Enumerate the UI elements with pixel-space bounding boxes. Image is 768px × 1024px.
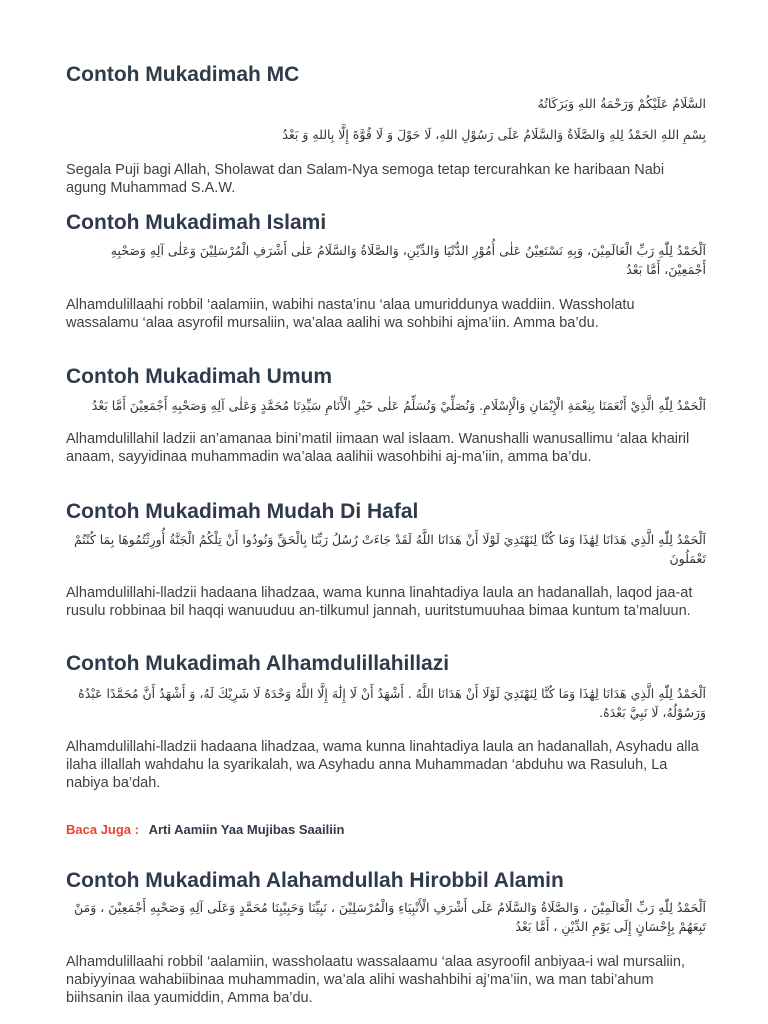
arabic-text-islami: اَلْحَمْدُ لِلّٰهِ رَبِّ الْعَالَمِيْنَ، وَبِهِ نَسْتَعِيْنُ عَلٰى أُمُوْرِ الدُّنْيَا وَالدِّيْنِ، وَالصَّلَاةُ وَالسَّلَامُ عَلٰى أَشْرَفِ الْمُرْسَلِيْنَ وَعَلٰى آلِهِ وَصَحْبِهِ أَجْمَعِيْنَ، أَمَّا بَعْدُ (110, 243, 706, 277)
section-title-alahamdullah-hirobbil-alamin: Contoh Mukadimah Alahamdullah Hirobbil Alamin (66, 869, 564, 892)
arabic-text-alahamdullah-hirobbil-alamin: اَلْحَمْدُ لِلّٰهِ رَبِّ الْعَالَمِيْنَ ، وَالصَّلَاةُ وَالسَّلَامُ عَلَى أَشْرَفِ الْأَنْبِيَاءِ وَالْمُرْسَلِيْنَ ، نَبِيِّنَا وَحَبِيْبِنَا مُحَمَّدٍ وَعَلَى آلِهِ وَصَحْبِهِ أَجْمَعِيْنَ ، وَمَنْ تَبِعَهُمْ بِإِحْسَانٍ إِلَى يَوْمِ الدِّيْنِ ، أَمَّا بَعْدُ (74, 900, 706, 934)
arabic-greeting: السَّلَامُ عَلَيْكُمْ وَرَحْمَةُ اللهِ وَبَرَكَاتُهُ (537, 96, 706, 111)
section-title-islami: Contoh Mukadimah Islami (66, 211, 327, 234)
transliteration-islami: Alhamdulillaahi robbil ‘aalamiin, wabihi nasta’inu ‘alaa umuriddunya waddiin. Wassholatu wassalamu ‘alaa asyrofil mursaliin, wa’alaa aalihi wa sohbihi ajma’iin. Amma ba’du. (66, 297, 635, 331)
section-title-mc: Contoh Mukadimah MC (66, 63, 300, 86)
arabic-text-alhamdulillahillazi: اَلْحَمْدُ لِلّٰهِ الَّذِي هَدَانَا لِهَٰذَا وَمَا كُنَّا لِنَهْتَدِيَ لَوْلَا أَنْ هَدَانَا اللَّهُ . أَشْهَدُ أَنْ لَا إِلَٰهَ إِلَّا اللَّهُ وَحْدَهُ لَا شَرِيْكَ لَهُ، وَ أَشْهَدُ أَنَّ مُحَمَّدًا عَبْدُهُ وَرَسُوْلُهُ، لَا نَبِيَّ بَعْدَهُ. (78, 686, 706, 720)
arabic-text-umum: اَلْحَمْدُ لِلّٰهِ الَّذِيْ أَنْعَمَنَا بِنِعْمَةِ الْإِيْمَانِ وَالْإِسْلَامِ. وَنُصَلِّيْ وَنُسَلِّمُ عَلٰى خَيْرِ الْأَنَامِ سَيِّدِنَا مُحَمَّدٍ وَعَلٰى آلِهِ وَصَحْبِهِ أَجْمَعِيْنَ أَمَّا بَعْدُ (91, 398, 706, 413)
read-also (66, 821, 706, 839)
transliteration-alahamdullah-hirobbil-alamin: Alhamdulillaahi robbil ‘aalamiin, wassholaatu wassalaamu ‘alaa asyroofil anbiyaa-i wal mursaliin, nabiyyinaa wahabiibinaa muhammadin, wa’ala alihi washahbihi aj’ma’iin, wa man tabi’ahum biihsanin ilaa yaumiddin, Amma ba’du. (66, 954, 685, 1006)
section-title-umum: Contoh Mukadimah Umum (66, 365, 332, 388)
transliteration-alhamdulillahillazi: Alhamdulillahi-lladzii hadaana lihadzaa, wama kunna linahtadiya laula an hadanallah, Asyhadu alla ilaha illallah wahdahu la syarikalah, wa Asyhadu anna Muhammadan ‘abduhu wa Rasuluh, La nabiya ba’dah. (66, 739, 699, 791)
read-also-link[interactable]: Arti Aamiin Yaa Mujibas Saailiin (148, 822, 345, 837)
section-title-alhamdulillahillazi: Contoh Mukadimah Alhamdulillahillazi (66, 652, 450, 675)
section-title-mudah-di-hafal: Contoh Mukadimah Mudah Di Hafal (66, 500, 419, 523)
translation-mc: Segala Puji bagi Allah, Sholawat dan Salam-Nya semoga tetap tercurahkan ke haribaan Nabi agung Muhammad S.A.W. (66, 162, 665, 196)
transliteration-umum: Alhamdulillahil ladzii an’amanaa bini’matil iimaan wal islaam. Wanushalli wanusallimu ‘alaa khairil anaam, sayyidinaa muhammadin wa’alaa aalihii wasohbihi aj-ma’iin, amma ba’du. (66, 431, 690, 465)
arabic-text-mc: بِسْمِ اللهِ الحَمْدُ لِلهِ وَالصَّلَاةُ وَالسَّلَامُ عَلَى رَسُوْلِ اللهِ، لَا حَوْلَ وَ لَا قُوَّةَ إِلَّا بِاللهِ وَ بَعْدُ (282, 127, 706, 142)
transliteration-mudah-di-hafal: Alhamdulillahi-lladzii hadaana lihadzaa, wama kunna linahtadiya laula an hadanallah, laqod jaa-at rusulu robbinaa bil haqqi wanuuduu an-tilkumul jannah, uuritstumuuhaa bimaa kuntum ta’maluun. (66, 585, 693, 619)
arabic-text-mudah-di-hafal: اَلْحَمْدُ لِلّٰهِ الَّذِي هَدَانَا لِهَٰذَا وَمَا كُنَّا لِنَهْتَدِيَ لَوْلَا أَنْ هَدَانَا اللَّهُ لَقَدْ جَاءَتْ رُسُلُ رَبِّنَا بِالْحَقِّ وَنُودُوا أَنْ تِلْكُمُ الْجَنَّةُ أُورِثْتُمُوهَا بِمَا كُنْتُمْ تَعْمَلُونَ (73, 532, 706, 566)
read-also-label: Baca Juga : (66, 822, 139, 837)
